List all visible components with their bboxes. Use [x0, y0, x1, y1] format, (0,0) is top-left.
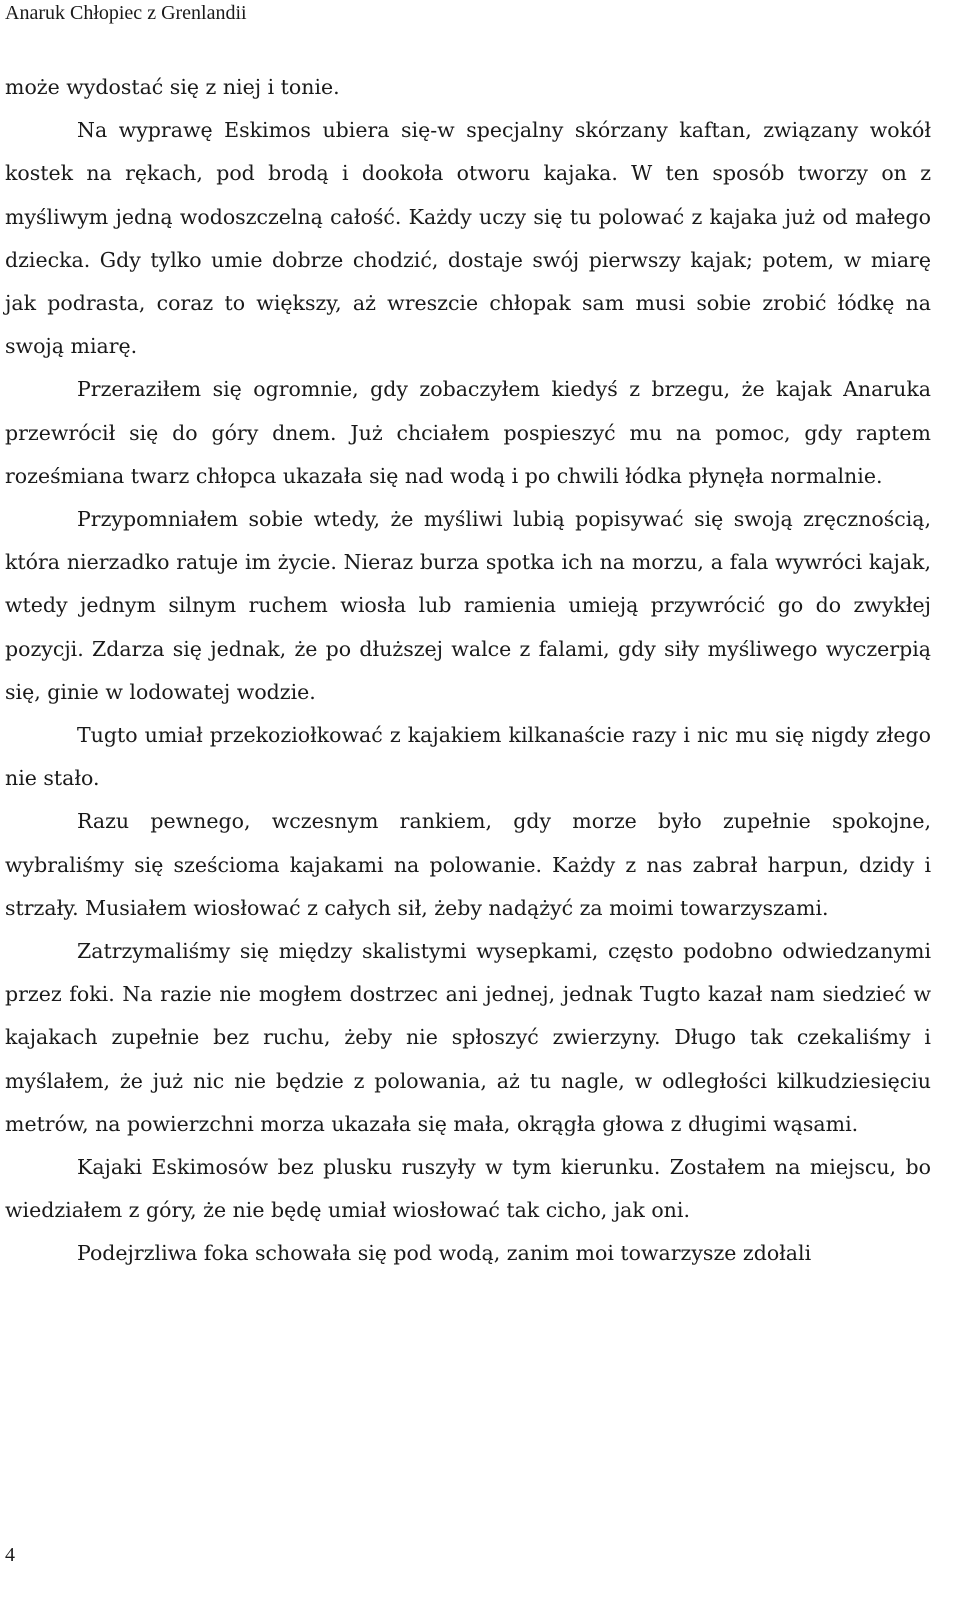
page-body: [5, 66, 931, 1276]
running-header-title: Anaruk Chłopiec z Grenlandii: [5, 2, 247, 24]
page-number: 4: [5, 1544, 15, 1566]
paragraph: Przypomniałem sobie wtedy, że myśliwi lubią popisywać się swoją zręcznością, która nierzadko ratuje im życie. Nieraz burza spotka ich na morzu, a fala wywróci kajak, wtedy jednym silnym ruchem wiosła lub ramienia umieją przywrócić go do zwykłej pozycji. Zdarza się jednak, że po dłuższej walce z falami, gdy siły myśliwego wyczerpią się, ginie w lodowatej wodzie.: [5, 507, 931, 704]
paragraph: Kajaki Eskimosów bez plusku ruszyły w tym kierunku. Zostałem na miejscu, bo wiedziałem z góry, że nie będę umiał wiosłować tak cicho, jak oni.: [5, 1155, 931, 1223]
paragraph: Przeraziłem się ogromnie, gdy zobaczyłem kiedyś z brzegu, że kajak Anaruka przewrócił się do góry dnem. Już chciałem pospieszyć mu na pomoc, gdy raptem roześmiana twarz chłopca ukazała się nad wodą i po chwili łódka płynęła normalnie.: [5, 377, 931, 488]
paragraph: Tugto umiał przekoziołkować z kajakiem kilkanaście razy i nic mu się nigdy złego nie stało.: [5, 723, 931, 791]
paragraph: Razu pewnego, wczesnym rankiem, gdy morze było zupełnie spokojne, wybraliśmy się sześcioma kajakami na polowanie. Każdy z nas zabrał harpun, dzidy i strzały. Musiałem wiosłować z całych sił, żeby nadążyć za moimi towarzyszami.: [5, 809, 931, 920]
paragraph: Na wyprawę Eskimos ubiera się-w specjalny skórzany kaftan, związany wokół kostek na rękach, pod brodą i dookoła otworu kajaka. W ten sposób tworzy on z myśliwym jedną wodoszczelną całość. Każdy uczy się tu polować z kajaka już od małego dziecka. Gdy tylko umie dobrze chodzić, dostaje swój pierwszy kajak; potem, w miarę jak podrasta, coraz to większy, aż wreszcie chłopak sam musi sobie zrobić łódkę na swoją miarę.: [5, 118, 931, 359]
paragraph: Zatrzymaliśmy się między skalistymi wysepkami, często podobno odwiedzanymi przez foki. Na razie nie mogłem dostrzec ani jednej, jednak Tugto kazał nam siedzieć w kajakach zupełnie bez ruchu, żeby nie spłoszyć zwierzyny. Długo tak czekaliśmy i myślałem, że już nic nie będzie z polowania, aż tu nagle, w odległości kilkudziesięciu metrów, na powierzchni morza ukazała się mała, okrągła głowa z długimi wąsami.: [5, 939, 931, 1136]
paragraph-continued: może wydostać się z niej i tonie.: [5, 75, 340, 99]
paragraph: Podejrzliwa foka schowała się pod wodą, zanim moi towarzysze zdołali: [77, 1241, 812, 1266]
